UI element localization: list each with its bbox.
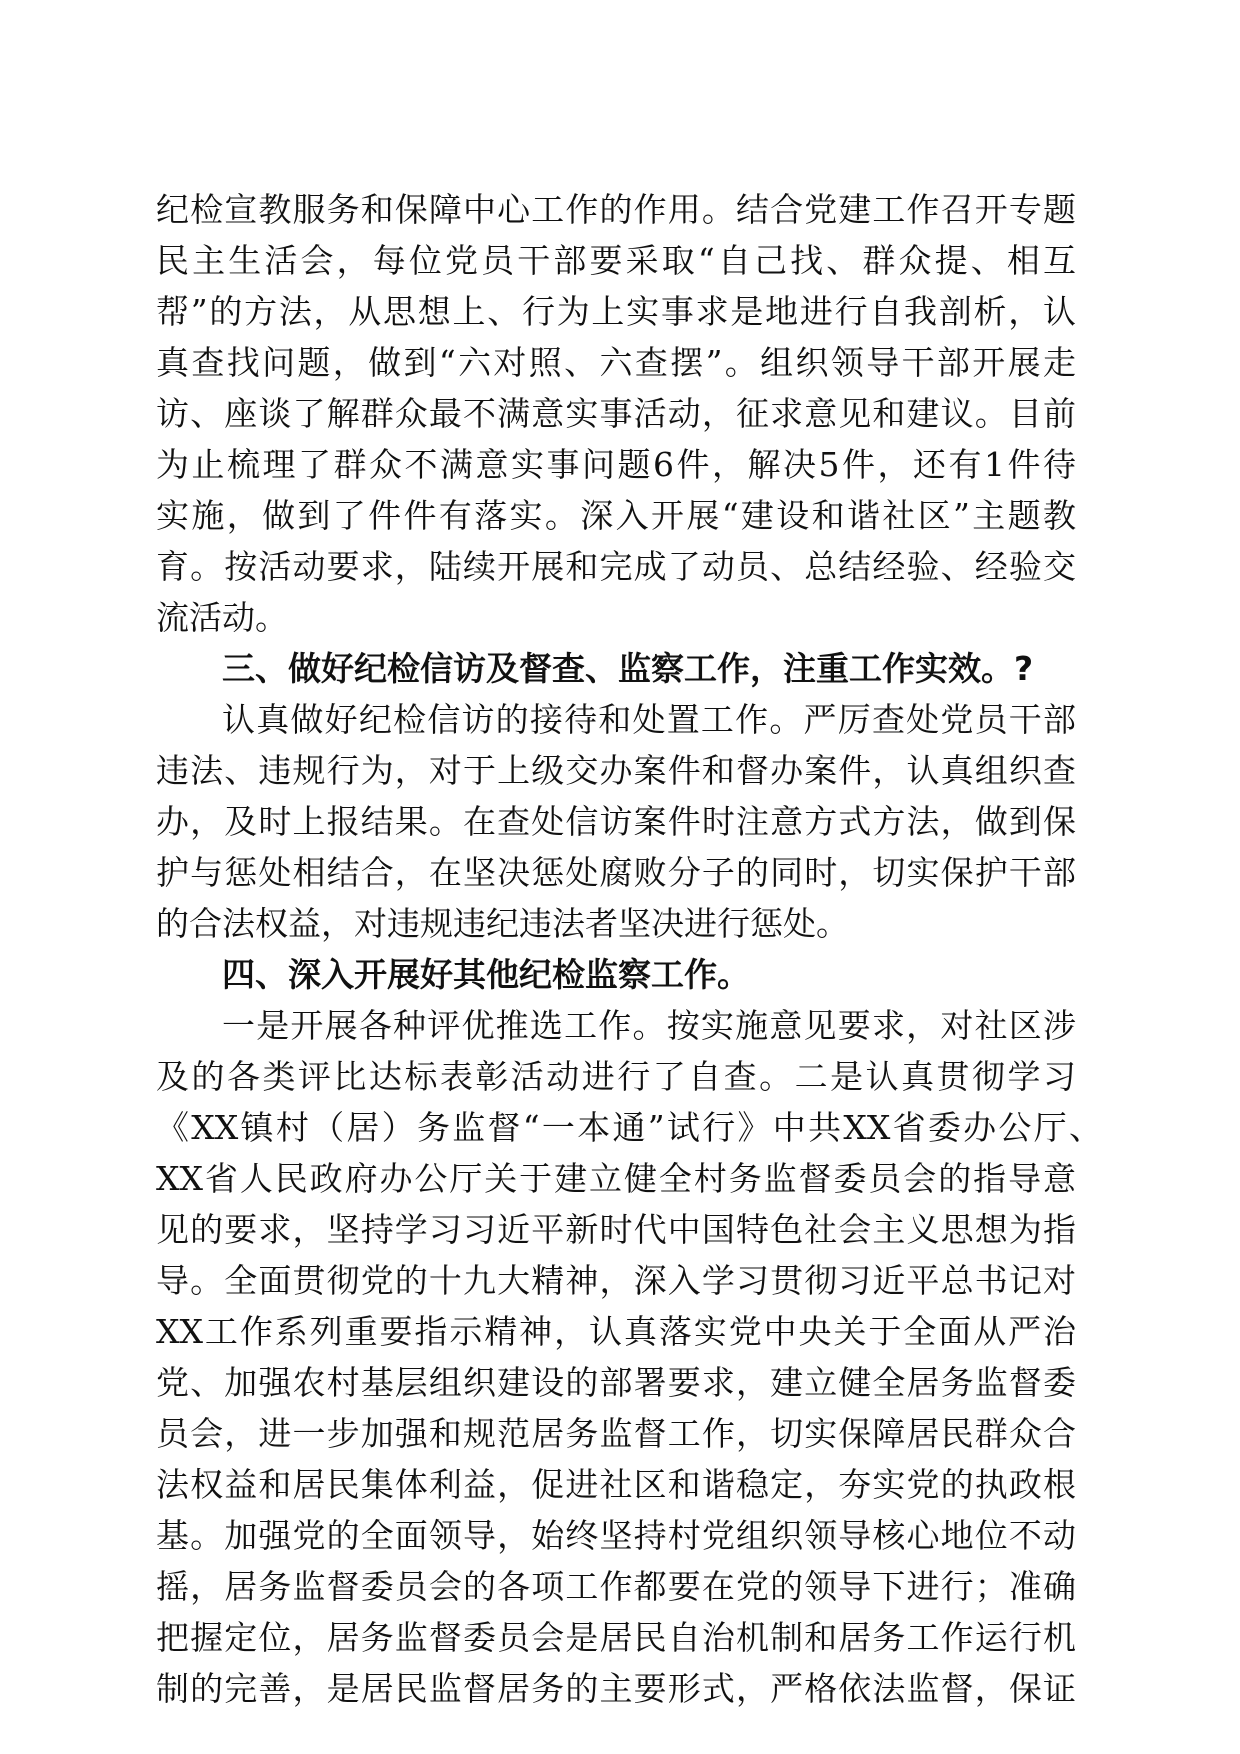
- body-line: 基。加强党的全面领导，始终坚持村党组织领导核心地位不动: [156, 1516, 1076, 1555]
- body-line: 认真做好纪检信访的接待和处置工作。严厉查处党员干部: [222, 700, 1076, 739]
- body-line: 制的完善，是居民监督居务的主要形式，严格依法监督，保证: [156, 1669, 1076, 1708]
- body-line: 真查找问题，做到“六对照、六查摆”。组织领导干部开展走: [156, 343, 1076, 382]
- body-line: 的合法权益，对违规违纪违法者坚决进行惩处。: [156, 904, 849, 943]
- body-line: 把握定位，居务监督委员会是居民自治机制和居务工作运行机: [156, 1618, 1076, 1657]
- body-line: 实施，做到了件件有落实。深入开展“建设和谐社区”主题教: [156, 496, 1076, 535]
- body-line: 纪检宣教服务和保障中心工作的作用。结合党建工作召开专题: [156, 190, 1076, 229]
- body-line: 法权益和居民集体利益，促进社区和谐稳定，夯实党的执政根: [156, 1465, 1076, 1504]
- body-line: 访、座谈了解群众最不满意实事活动，征求意见和建议。目前: [156, 394, 1076, 433]
- body-line: 育。按活动要求，陆续开展和完成了动员、总结经验、经验交: [156, 547, 1076, 586]
- body-line: 及的各类评比达标表彰活动进行了自查。二是认真贯彻学习: [156, 1057, 1076, 1096]
- body-line: 民主生活会，每位党员干部要采取“自己找、群众提、相互: [156, 241, 1076, 280]
- body-line: 违法、违规行为，对于上级交办案件和督办案件，认真组织查: [156, 751, 1076, 790]
- body-line: 《XX镇村（居）务监督“一本通”试行》中共XX省委办公厅、: [156, 1108, 1102, 1147]
- body-line: 流活动。: [156, 598, 288, 637]
- body-line: 摇，居务监督委员会的各项工作都要在党的领导下进行；准确: [156, 1567, 1076, 1606]
- body-line: 办，及时上报结果。在查处信访案件时注意方式方法，做到保: [156, 802, 1076, 841]
- body-line: 为止梳理了群众不满意实事问题6件，解决5件，还有1件待: [156, 445, 1076, 484]
- body-line: 护与惩处相结合，在坚决惩处腐败分子的同时，切实保护干部: [156, 853, 1076, 892]
- body-line: 导。全面贯彻党的十九大精神，深入学习贯彻习近平总书记对: [156, 1261, 1076, 1300]
- body-line: 党、加强农村基层组织建设的部署要求，建立健全居务监督委: [156, 1363, 1076, 1402]
- section-heading-3: 三、做好纪检信访及督查、监察工作，注重工作实效。?: [222, 649, 1034, 688]
- body-line: 员会，进一步加强和规范居务监督工作，切实保障居民群众合: [156, 1414, 1076, 1453]
- body-line: XX省人民政府办公厅关于建立健全村务监督委员会的指导意: [156, 1159, 1076, 1198]
- body-line: 帮”的方法，从思想上、行为上实事求是地进行自我剖析，认: [156, 292, 1076, 331]
- section-heading-4: 四、深入开展好其他纪检监察工作。: [222, 955, 750, 994]
- body-line: 一是开展各种评优推选工作。按实施意见要求，对社区涉: [222, 1006, 1076, 1045]
- body-line: 见的要求，坚持学习习近平新时代中国特色社会主义思想为指: [156, 1210, 1076, 1249]
- body-line: XX工作系列重要指示精神，认真落实党中央关于全面从严治: [156, 1312, 1076, 1351]
